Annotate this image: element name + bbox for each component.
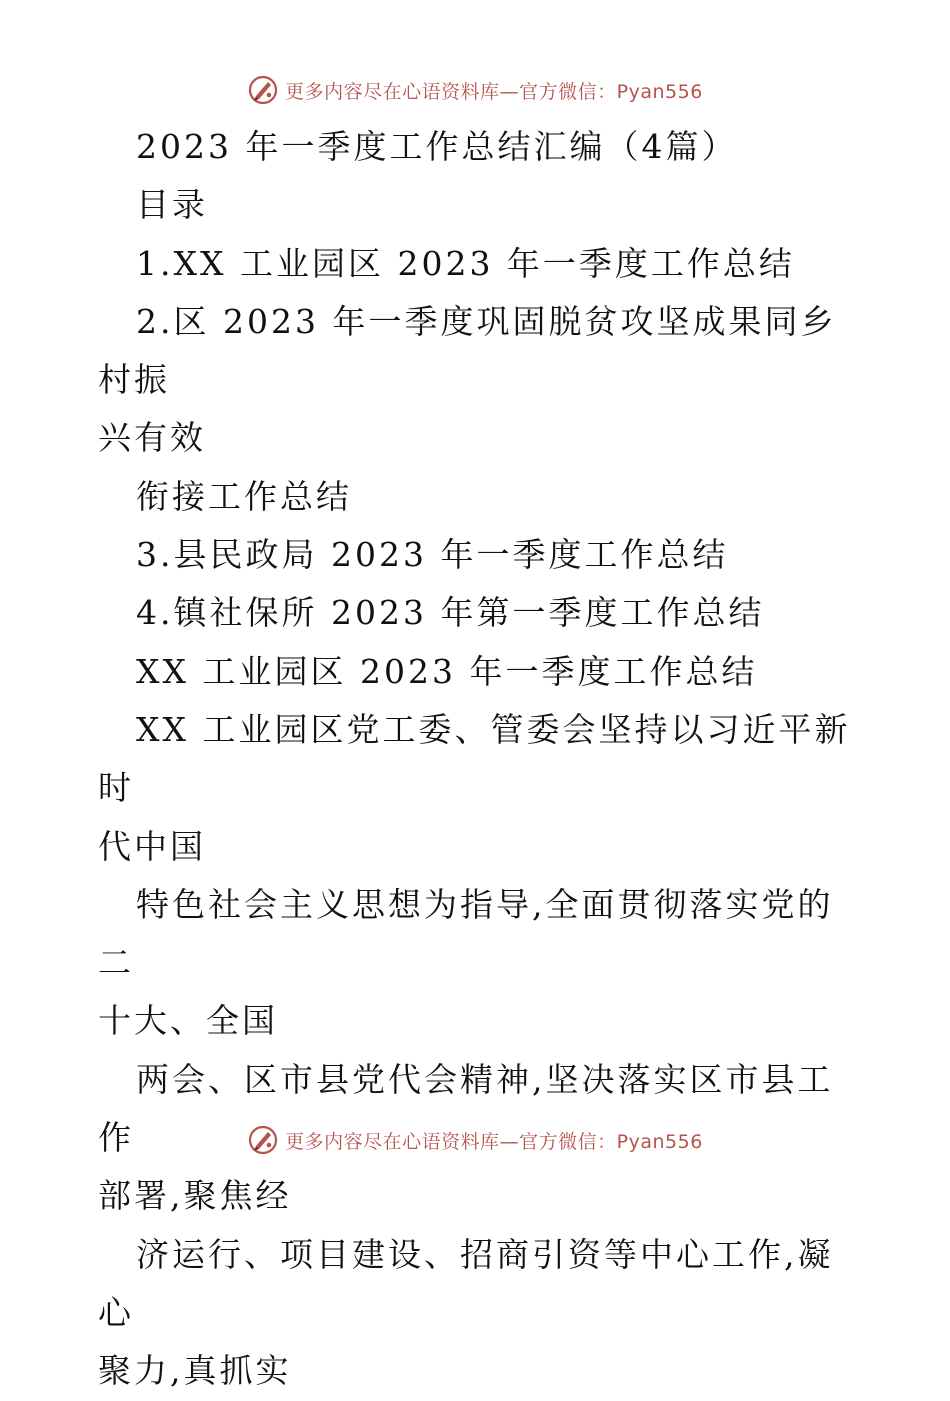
pen-seal-icon <box>247 1124 279 1156</box>
toc-item-2-wrap: 兴有效 <box>98 418 206 458</box>
section-heading: XX 工业园区 2023 年一季度工作总结 <box>136 651 758 691</box>
header-watermark <box>0 70 950 110</box>
footer-watermark <box>0 1120 950 1160</box>
watermark-text: 更多内容尽在心语资料库—官方微信：Pyan556 <box>285 1130 703 1153</box>
body-line: XX 工业园区党工委、管委会坚持以习近平新时 <box>98 709 851 808</box>
body-line-wrap: 聚力,真抓实 <box>98 1351 292 1391</box>
watermark-group <box>247 1124 703 1156</box>
body-line-wrap: 代中国 <box>98 826 206 866</box>
body-line-wrap: 十大、全国 <box>98 1001 278 1041</box>
body-line: 特色社会主义思想为指导,全面贯彻落实党的二 <box>98 884 834 983</box>
toc-item-3: 3.县民政局 2023 年一季度工作总结 <box>136 535 729 575</box>
toc-item-2: 2.区 2023 年一季度巩固脱贫攻坚成果同乡村振 <box>98 301 837 400</box>
toc-item-1: 1.XX 工业园区 2023 年一季度工作总结 <box>136 243 795 283</box>
toc-item-4: 4.镇社保所 2023 年第一季度工作总结 <box>136 593 765 633</box>
body-line: 两会、区市县党代会精神,坚决落实区市县工作 <box>98 1059 834 1158</box>
doc-title: 2023 年一季度工作总结汇编（4篇） <box>136 127 738 166</box>
toc-heading: 目录 <box>136 185 208 225</box>
body-line-wrap: 部署,聚焦经 <box>98 1176 292 1216</box>
toc-item-2-cont: 衔接工作总结 <box>136 476 352 516</box>
body-line: 济运行、项目建设、招商引资等中心工作,凝心 <box>98 1234 834 1332</box>
watermark-group <box>247 74 703 106</box>
document-body <box>98 118 858 1401</box>
pen-seal-icon <box>247 74 279 106</box>
watermark-text: 更多内容尽在心语资料库—官方微信：Pyan556 <box>285 80 703 103</box>
